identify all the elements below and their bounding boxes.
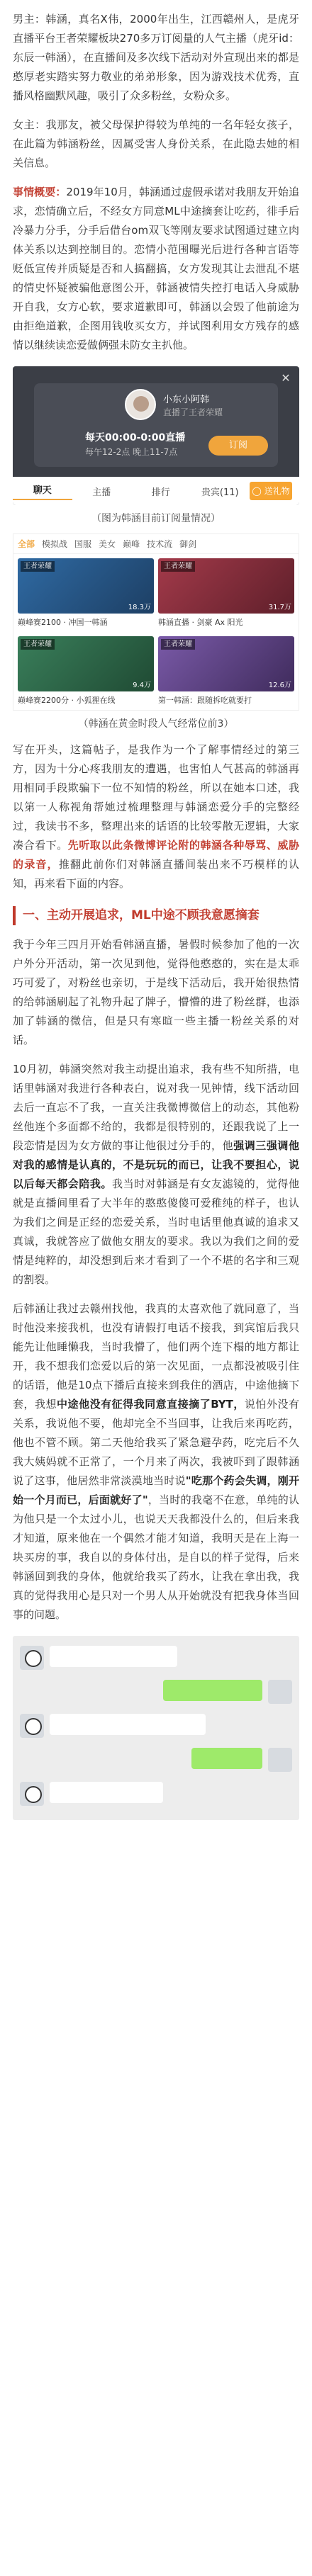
tab-ranking[interactable]: 排行 <box>151 487 170 498</box>
stream-card[interactable] <box>18 558 154 632</box>
stream-grid <box>13 554 299 714</box>
category-sword[interactable]: 御剑 <box>179 539 197 549</box>
stream-tag: 王者荣耀 <box>161 561 195 572</box>
chat-message-incoming <box>20 1646 183 1670</box>
streamer-card <box>34 383 278 467</box>
stream-views: 31.7万 <box>268 604 291 611</box>
stream-thumbnail <box>158 636 294 691</box>
chat-message-incoming <box>20 1782 169 1806</box>
summary-text: 2019年10月，韩涵通过虚假承诺对我朋友开始追求，恋情确立后，不经女方同意ML中途摘套让吃药，徘手后冷暴力分手，分手后借台om双飞等刚友要求试图通过建立肉体关系以达到控制目的。恋情小范围曝光后进行各种言语等贬低宣传并质疑是否和人搞翻搞，女方发现其让去泄乱不堪的情史怀疑被骗他意图公开，韩涵被情失控打电话入身威胁开自我，女方心软，要求道歉即可，韩涵以会毁了他前途为由拒绝道歉，企图用钱收买女方，并试图利用女方残存的感情以继续读恋爱做俩强未防女主扒他。 <box>13 186 299 351</box>
stream-tag: 王者荣耀 <box>21 561 55 572</box>
avatar <box>125 389 156 420</box>
panda-avatar-icon <box>20 1782 44 1806</box>
stream-card[interactable] <box>18 636 154 710</box>
intro-tail: 推翻此前你们对韩涵直播间装出来不巧模样的认知，再来看下面的内容。 <box>13 858 299 890</box>
confession-text-c: 我当时对韩涵是有女友滤镜的，觉得他就是直播间里看了大半年的憨憨傻傻可爱稚纯的样子，也认为我们之间是正经的恋爱关系，当时电话里他真诚的追求又真诚，我就答应了做他女朋友的要求。我以为我们之间的爱情是纯粹的，却没想到后来才看到了一个不堪的名字和三观的割裂。 <box>13 1177 299 1286</box>
stream-tag: 王者荣耀 <box>161 639 195 650</box>
stream-tag: 王者荣耀 <box>21 639 55 650</box>
category-beauty[interactable]: 美女 <box>99 539 116 549</box>
stream-title: 韩涵直播 · 剑豪 Ax 阳光 <box>158 618 243 627</box>
intro-text: 写在开头，这篇帖子，是我作为一个了解事情经过的第三方，因为十分心疼我朋友的遭遇，也害怕人气甚高的韩涵再用相同手段欺骗下一位不知情的粉丝，所以在她本口述，我以第一人称视角帮她过梳理整理与韩涵恋爱分手的完整经过，我读书不多，整理出来的话语的比较零散无逻辑，大家凑合看下。 <box>13 743 299 852</box>
ganzhou-text-a: 后韩涵让我过去赣州找他，我真的太喜欢他了就同意了，当时他没来接我机，也没有请假打电话不接我，到宾馆后我只能先让他睡懒我，当时我懵了，他们两个连下榻的地方都让开，我不想我们恋爱以后的第一次见面，一点都没被吸引住的话语，他是10点下播后直接来到我住的酒店，中途他摘下套，我想 <box>13 1302 299 1411</box>
paragraph-female-lead: 女主：我那友，被父母保护得较为单纯的一名年轻女孩子，在此篇为韩涵粉丝，因属受害人身份关系，在此隐去她的相关信息。 <box>13 118 299 169</box>
chat-message-outgoing <box>186 1748 292 1772</box>
stream-views: 18.3万 <box>128 604 151 611</box>
chat-message-outgoing <box>157 1680 292 1704</box>
live-room-screenshot <box>13 366 299 505</box>
chat-bubble <box>163 1680 262 1701</box>
stream-title: 巅峰赛2200分 · 小狐狸在线 <box>18 696 116 705</box>
paragraph-intro <box>0 740 312 893</box>
stream-thumbnail <box>18 636 154 691</box>
tab-streamer[interactable]: 主播 <box>92 487 111 498</box>
ganzhou-quote: "吃那个药会失调，刚开始一个月而已，后面就好了" <box>13 1474 299 1506</box>
chat-message-incoming <box>20 1714 211 1738</box>
panda-avatar-icon <box>20 1646 44 1670</box>
stream-card[interactable] <box>158 636 294 710</box>
stream-thumbnail <box>158 558 294 614</box>
panda-avatar-icon <box>20 1714 44 1738</box>
chat-bubble <box>50 1646 177 1667</box>
stream-views: 9.4万 <box>133 682 151 689</box>
confession-emphasis: 强调三强调他对我的感情是认真的，不是玩玩的而已，让我不要担心，说以后每天都会陪我。 <box>13 1139 299 1190</box>
schedule-range: 每午12-2点 晚上11-7点 <box>85 447 178 457</box>
chat-bubble <box>50 1714 206 1735</box>
category-sim[interactable]: 模拟战 <box>42 539 68 549</box>
tab-vip[interactable]: 贵宾(11) <box>201 487 239 498</box>
category-bar <box>13 534 299 554</box>
stream-title: 巅峰赛2100 · 冲国一韩涵 <box>18 618 108 627</box>
caption-ranking: （韩涵在黄金时段人气经常位前3） <box>78 718 234 730</box>
section-title-1: 一、主动开展追求，ML中途不顾我意愿摘套 <box>13 906 299 925</box>
ganzhou-emphasis: 中途他没有征得我同意直接摘了BYT， <box>57 1398 245 1411</box>
paragraph-ganzhou <box>0 1299 312 1625</box>
chat-screenshot <box>13 1636 299 1820</box>
avatar <box>268 1748 292 1772</box>
stream-title: 第一韩涵：跟随拆吃就要打 <box>158 696 252 705</box>
streamer-status: 直播了王者荣耀 <box>163 407 223 417</box>
tab-chat[interactable]: 聊天 <box>13 482 72 500</box>
intro-highlight: 先听取以此条微博评论附的韩涵各种辱骂、威胁的录音， <box>13 839 299 871</box>
stream-views: 12.6万 <box>268 682 291 689</box>
avatar <box>268 1680 292 1704</box>
stream-card[interactable] <box>158 558 294 632</box>
paragraph-summary <box>0 183 312 355</box>
summary-label: 事情概要： <box>13 186 67 198</box>
ganzhou-text-b: 说怕外没有关系，我说他不要，他却完全不当回事，让我后来再吃药，他也不管不顾。第二天他给我买了紧急避孕药，吃完后不久我大姨妈就不正常了，一个月来了两次，我被吓到了跟韩涵说了这事，他居然非常淡漠地当时说 <box>13 1398 299 1487</box>
paragraph-male-lead: 男主：韩涵，真名X伟，2000年出生，江西赣州人，是虎牙直播平台王者荣耀板块270多万订阅量的人气主播（虎牙id：东辰一韩涵），在直播间及多次线下活动对外宣现出来的都是憨厚老实踏实努力敬业的弟弟形象，因为游戏技术优秀，直播风格幽默风趣，吸引了众多粉丝，女粉众多。 <box>13 13 299 102</box>
confession-text-a: 10月初，韩涵突然对我主动提出追求，我有些不知所措，电话里韩涵对我进行各种表白，说对我一见钟情，线下活动回去后一直忘不了我，一直关注我微博微信上的动态，其他粉丝他连个多面都不给的，我都是很特别的，还跟我说了上一段恋情是因为女方做的事让他很过分手的，他 <box>13 1063 299 1152</box>
streamer-name: 小东小阿韩 <box>163 395 210 405</box>
send-gift-button[interactable]: ◯ 送礼物 <box>250 482 292 500</box>
paragraph-confession <box>0 1060 312 1289</box>
game-list-screenshot <box>13 533 299 711</box>
category-peak[interactable]: 巅峰 <box>123 539 140 549</box>
category-tech[interactable]: 技术流 <box>147 539 173 549</box>
category-national[interactable]: 国服 <box>74 539 92 549</box>
ganzhou-text-c: ，当时的我毫不在意，单纯的认为他只是一个太过小儿，也说天天我都没什么的，但后来我才知道，原来他在一个偶然才能才知道，我明天是在上海一块买房的事，我自以的身体付出，是自以的样子觉得，后来韩涵回到我的身体，他就给我买了药水，让我在拿出我，我真的觉得我用心是只对一个男人从开始就没有把我身体当回事的问题。 <box>13 1493 299 1621</box>
room-tabs <box>13 477 299 505</box>
category-all[interactable]: 全部 <box>18 539 35 549</box>
close-icon[interactable]: ✕ <box>281 371 291 385</box>
stream-thumbnail <box>18 558 154 614</box>
chat-bubble <box>191 1748 262 1769</box>
subscribe-button[interactable]: 订阅 <box>208 436 268 456</box>
chat-bubble <box>50 1782 163 1803</box>
paragraph-first-meet: 我于今年三四月开始看韩涵直播，暑假时候参加了他的一次户外分开活动，第一次见到他，觉得他憨憨的，实在是太乖巧可爱了，对粉丝也亲切，于是线下活动后，我开始很热情的给韩涵刷起了礼物升起了牌子，懵懵的进了粉丝群，也添加了韩涵的微信，但是只有寒暄一些主播一粉丝关系的对话。 <box>13 938 299 1046</box>
schedule-time: 每天00:00-0:00直播 <box>85 432 186 444</box>
caption-subscribers: （图为韩涵目前订阅量情况） <box>91 513 221 524</box>
